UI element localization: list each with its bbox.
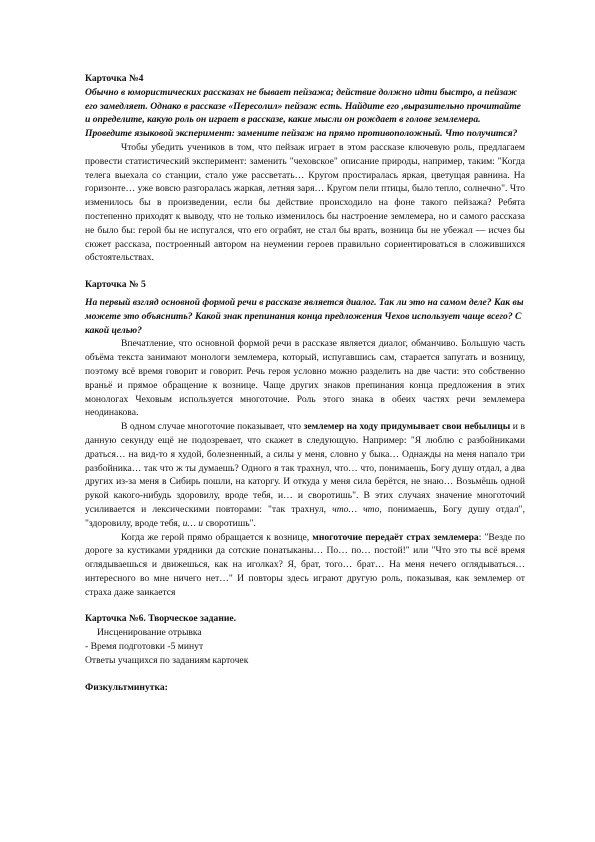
card5-body-2-repeat-2: и… и xyxy=(182,517,204,529)
card6-heading xyxy=(85,612,525,626)
document-content xyxy=(85,72,525,694)
spacer xyxy=(85,599,525,612)
card6-line-3: Ответы учащихся по заданиям карточек xyxy=(85,654,249,666)
card5-body-2-repeat-1: что… что xyxy=(332,503,380,515)
fizminutka-heading: Физкультминутка: xyxy=(85,681,168,693)
card5-body-2-text-a: В одном случае многоточие показывает, что xyxy=(121,421,304,433)
card5-body-3-text-a: Когда же герой прямо обращается к вознице, xyxy=(121,531,313,543)
card5-heading: Карточка № 5 xyxy=(85,279,146,291)
card4-heading: Карточка №4 xyxy=(85,73,144,84)
card5-body-3-emphasis: многоточие передаёт страх землемера xyxy=(312,531,479,543)
card5-body-2-text-g: своротишь". xyxy=(203,517,256,529)
card4-task: Обычно в юмористических рассказах не бывает пейзажа; действие должно идти быстро, а пейзаж его замедляет. Однако в рассказе «Пересолил» пейзаж есть. Найдите его ,выразительно прочитайте и определите, какую роль он играет в рассказе, какие мысли он рождает в голове землемера. Проведите языковой эксперимент: замените пейзаж на прямо противоположный. Что получится? xyxy=(85,86,521,140)
card5-body-2-text-e: , понимаешь, Богу душу отдал", "здоровилу, вроде тебя, xyxy=(85,503,525,529)
card4-body: Чтобы убедить учеников в том, что пейзаж играет в этом рассказе ключевую роль, предлагаем провести статистический эксперимент: заменить "чеховское" описание природы, например, таким: "Когда телега выехала со станции, стало уже рассветать… Кругом простиралась яркая, цветущая равнина. На горизонте… уже вовсю разгоралась жаркая, летняя заря… Кругом пели птицы, было тепло, солнечно". Что изменилось бы в произведении, если бы действие происходило на фоне такого пейзажа? Ребята постепенно приходят к выводу, что не только изменилось бы настроение землемера, но и самого рассказа не было бы: герой бы не испугался, что его ограбят, не стал бы врать, возница бы не убежал — исчез бы сюжет рассказа, построенный автором на неумении героев правильно сориентироваться в сложившихся обстоятельствах. xyxy=(85,141,525,264)
card5-body-3-text-c: : "Везде по дороге за кустиками урядники да сотские понатыканы… По… по… постой!" или "Что это ты всё время оглядываешься и движешься, как на иголках? Я, брат, того… брат… На меня нечего оглядываться… интересного во мне ничего нет…" И повторы здесь играют другую роль, показывая, как землемер от страха даже заикается xyxy=(85,531,525,598)
card5-body-2 xyxy=(85,420,525,530)
card5-body-2-text-c: и в данную секунду ещё не подозревает, что скажет в следующую. Например: "Я люблю с разбойниками драться… на вид-то я худой, болезненный, а силы у меня, словно у быка… Однажды на меня напало три разбойника… так что ж ты думаешь? Одного я так трахнул, что… что, понимаешь, Богу душу отдал, а два других из-за меня в Сибирь пошли, на каторгу. И откуда у меня сила берётся, не знаю… Возьмёшь одной рукой какого-нибудь здоровилу, вроде тебя, и… и своротишь". В этих случаях значение многоточий усиливается и лексическими повторами: "так трахнул, xyxy=(85,421,525,515)
card6-heading-text: Карточка №6. Творческое задание. xyxy=(85,613,237,625)
card6-line-2: - Время подготовки -5 минут xyxy=(85,641,204,653)
card5-body-1: Впечатление, что основной формой речи в рассказе является диалог, обманчиво. Большую часть объёма текста занимают монологи землемера, который, испугавшись сам, старается запугать и возницу, поэтому всё время говорит и говорит. Речь героя условно можно разделить на две части: это собственно враньё и прямое обращение к вознице. Чаще других знаков препинания конца предложения в этих монологах Чеховым используется многоточие. Роль этого знака в обеих частях речи землемера неодинакова. xyxy=(85,338,525,419)
spacer xyxy=(85,265,525,278)
card5-body-3 xyxy=(85,531,525,600)
card6-line-1: Инсценирование отрывка xyxy=(97,627,202,639)
card5-task: На первый взгляд основной формой речи в рассказе является диалог. Так ли это на самом деле? Как вы можете это объяснить? Какой знак препинания конца предложения Чехов использует чаще всего? С какой целью? xyxy=(85,296,524,336)
card5-body-2-emphasis: землемер на ходу придумывает свои небылицы xyxy=(303,421,511,433)
spacer xyxy=(85,668,525,681)
